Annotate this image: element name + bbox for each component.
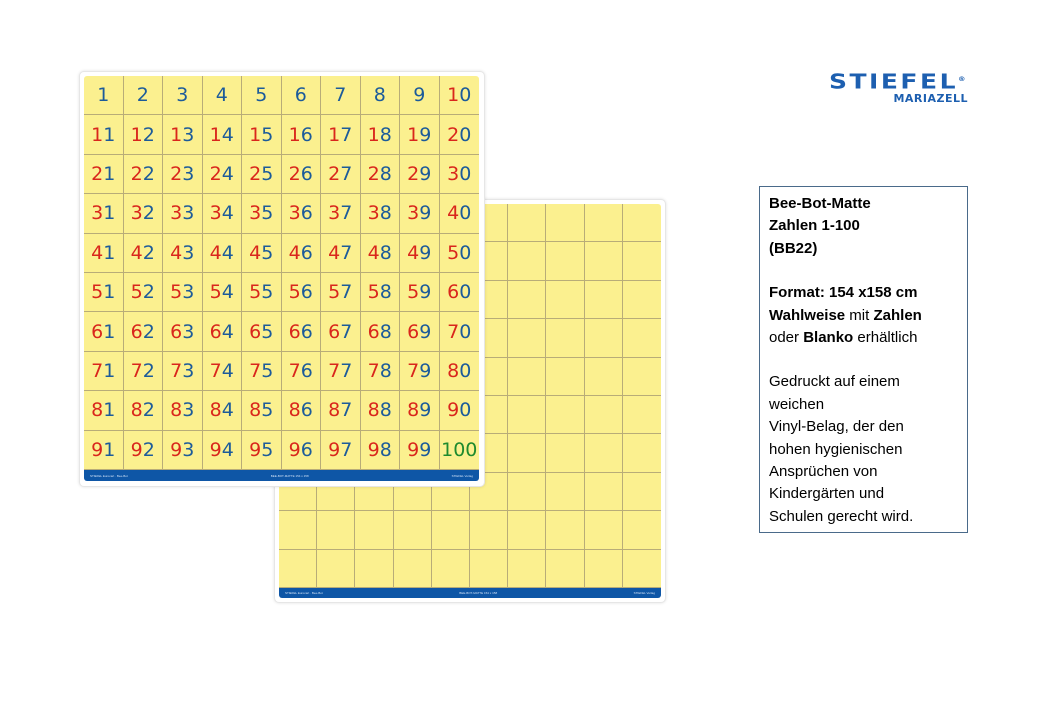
blank-cell — [508, 281, 546, 319]
number-cell: 8 3 — [163, 391, 203, 430]
blank-cell — [394, 550, 432, 588]
logo-sub: MARIAZELL — [893, 91, 968, 105]
blank-cell — [546, 204, 584, 242]
number-cell: 1 0 — [440, 76, 480, 115]
blank-cell — [508, 434, 546, 472]
number-cell: 4 0 — [440, 194, 480, 233]
stiefel-logo — [800, 70, 968, 105]
number-cell: 2 2 — [124, 155, 164, 194]
blank-cell — [546, 358, 584, 396]
number-cell: 9 — [400, 76, 440, 115]
number-cell: 5 1 — [84, 273, 124, 312]
number-cell: 9 2 — [124, 431, 164, 470]
number-cell: 8 2 — [124, 391, 164, 430]
blank-cell — [585, 396, 623, 434]
info-option-bold: Blanko — [803, 329, 854, 347]
info-code: (BB22) — [769, 239, 818, 257]
number-cell: 4 5 — [242, 234, 282, 273]
blank-cell — [546, 473, 584, 511]
number-cell: 9 0 — [440, 391, 480, 430]
number-cell: 7 2 — [124, 352, 164, 391]
number-cell: 1 4 — [203, 115, 243, 154]
number-cell: 1 8 — [361, 115, 401, 154]
number-cell: 3 6 — [282, 194, 322, 233]
number-cell: 6 2 — [124, 312, 164, 351]
info-description-line: Schulen gerecht wird. — [769, 507, 914, 525]
number-cell: 1 9 — [400, 115, 440, 154]
number-cell: 3 4 — [203, 194, 243, 233]
info-description-line: Vinyl-Belag, der den — [769, 418, 904, 436]
blank-cell — [623, 319, 661, 357]
info-description — [769, 371, 958, 528]
number-cell: 3 0 — [440, 155, 480, 194]
number-cell: 1 6 — [282, 115, 322, 154]
number-cell: 6 9 — [400, 312, 440, 351]
blank-cell — [394, 511, 432, 549]
blank-cell — [317, 511, 355, 549]
number-cell: 5 4 — [203, 273, 243, 312]
blank-cell — [623, 358, 661, 396]
number-cell: 2 4 — [203, 155, 243, 194]
number-cell: 4 9 — [400, 234, 440, 273]
number-cell: 1 3 — [163, 115, 203, 154]
number-cell: 8 4 — [203, 391, 243, 430]
number-cell: 1 7 — [321, 115, 361, 154]
number-cell: 4 4 — [203, 234, 243, 273]
number-cell: 2 3 — [163, 155, 203, 194]
blank-cell — [508, 550, 546, 588]
info-description-line: Kindergärten und — [769, 485, 885, 503]
number-cell: 6 8 — [361, 312, 401, 351]
product-info-box — [759, 186, 968, 533]
number-cell: 6 3 — [163, 312, 203, 351]
blank-cell — [508, 358, 546, 396]
number-cell: 7 6 — [282, 352, 322, 391]
number-cell: 1 1 — [84, 115, 124, 154]
footer-right: STIEFEL Verlag — [633, 591, 655, 595]
blank-cell — [585, 204, 623, 242]
number-cell: 5 8 — [361, 273, 401, 312]
mat-footer — [279, 588, 661, 598]
number-cell: 2 1 — [84, 155, 124, 194]
blank-cell — [623, 550, 661, 588]
info-title: Bee-Bot-Matte — [769, 195, 871, 212]
info-option-bold: Zahlen — [873, 306, 922, 324]
number-cell: 2 0 — [440, 115, 480, 154]
number-cell: 8 — [361, 76, 401, 115]
blank-cell — [585, 550, 623, 588]
number-grid — [84, 76, 479, 470]
info-subtitle: Zahlen 1-100 — [769, 217, 860, 235]
number-cell: 7 7 — [321, 352, 361, 391]
blank-cell — [546, 319, 584, 357]
number-cell: 8 6 — [282, 391, 322, 430]
number-cell: 3 7 — [321, 194, 361, 233]
number-cell: 2 7 — [321, 155, 361, 194]
logo-brand: STIEFEL — [828, 69, 958, 94]
number-cell: 6 1 — [84, 312, 124, 351]
info-option-text: erhältlich — [853, 329, 918, 347]
number-cell: 4 2 — [124, 234, 164, 273]
info-description-line: weichen — [769, 395, 825, 413]
number-cell: 3 — [163, 76, 203, 115]
footer-center: BEE-BOT-MATTE 154 x 158 — [459, 591, 498, 595]
number-cell: 5 0 — [440, 234, 480, 273]
number-cell: 2 8 — [361, 155, 401, 194]
footer-center: BEE-BOT-MATTE 154 x 158 — [270, 473, 309, 478]
number-cell: 7 1 — [84, 352, 124, 391]
blank-cell — [546, 511, 584, 549]
number-cell: 7 3 — [163, 352, 203, 391]
blank-cell — [508, 319, 546, 357]
number-cell: 8 0 — [440, 352, 480, 391]
number-cell: 3 9 — [400, 194, 440, 233]
info-option-text: oder — [769, 329, 804, 347]
number-cell: 8 1 — [84, 391, 124, 430]
blank-cell — [508, 204, 546, 242]
blank-cell — [585, 434, 623, 472]
blank-cell — [623, 511, 661, 549]
blank-cell — [585, 511, 623, 549]
number-cell: 9 4 — [203, 431, 243, 470]
number-cell: 7 8 — [361, 352, 401, 391]
blank-cell — [585, 473, 623, 511]
number-cell: 7 9 — [400, 352, 440, 391]
blank-cell — [623, 473, 661, 511]
blank-cell — [279, 511, 317, 549]
blank-cell — [546, 242, 584, 280]
number-cell: 1 — [84, 76, 124, 115]
blank-cell — [585, 281, 623, 319]
number-cell: 4 8 — [361, 234, 401, 273]
numbered-mat-image — [79, 71, 485, 487]
number-cell: 5 3 — [163, 273, 203, 312]
number-cell: 5 5 — [242, 273, 282, 312]
info-format: Format: 154 x158 cm — [769, 284, 918, 302]
mat-footer — [84, 470, 479, 481]
number-cell: 2 5 — [242, 155, 282, 194]
number-cell: 8 8 — [361, 391, 401, 430]
blank-cell — [546, 550, 584, 588]
number-cell: 5 9 — [400, 273, 440, 312]
blank-cell — [585, 358, 623, 396]
blank-cell — [585, 319, 623, 357]
blank-cell — [623, 204, 661, 242]
number-cell: 3 5 — [242, 194, 282, 233]
number-cell: 5 2 — [124, 273, 164, 312]
blank-cell — [279, 550, 317, 588]
blank-cell — [546, 396, 584, 434]
number-cell: 9 7 — [321, 431, 361, 470]
blank-cell — [508, 511, 546, 549]
number-cell: 4 6 — [282, 234, 322, 273]
number-cell: 3 2 — [124, 194, 164, 233]
blank-cell — [355, 550, 393, 588]
number-cell: 6 5 — [242, 312, 282, 351]
blank-cell — [355, 511, 393, 549]
blank-cell — [623, 396, 661, 434]
blank-cell — [317, 550, 355, 588]
info-description-line: hohen hygienischen — [769, 440, 903, 458]
info-description-line: Gedruckt auf einem — [769, 373, 900, 391]
blank-cell — [508, 396, 546, 434]
logo-registered: ® — [958, 76, 968, 83]
blank-cell — [585, 242, 623, 280]
number-cell: 8 7 — [321, 391, 361, 430]
blank-cell — [623, 242, 661, 280]
blank-cell — [470, 511, 508, 549]
number-cell: 100 — [440, 431, 480, 470]
blank-cell — [470, 550, 508, 588]
number-cell: 8 9 — [400, 391, 440, 430]
blank-cell — [508, 473, 546, 511]
number-cell: 5 7 — [321, 273, 361, 312]
blank-cell — [432, 550, 470, 588]
info-description-line: Ansprüchen von — [769, 463, 878, 481]
number-cell: 7 5 — [242, 352, 282, 391]
number-cell: 2 — [124, 76, 164, 115]
number-cell: 5 — [242, 76, 282, 115]
number-cell: 9 8 — [361, 431, 401, 470]
number-cell: 6 7 — [321, 312, 361, 351]
number-cell: 9 1 — [84, 431, 124, 470]
number-cell: 6 — [282, 76, 322, 115]
number-cell: 4 — [203, 76, 243, 115]
number-cell: 8 5 — [242, 391, 282, 430]
number-cell: 3 8 — [361, 194, 401, 233]
number-cell: 9 6 — [282, 431, 322, 470]
number-cell: 9 9 — [400, 431, 440, 470]
number-cell: 6 4 — [203, 312, 243, 351]
number-cell: 6 6 — [282, 312, 322, 351]
number-cell: 3 3 — [163, 194, 203, 233]
number-cell: 4 7 — [321, 234, 361, 273]
number-cell: 7 0 — [440, 312, 480, 351]
footer-left: STIEFEL Eurocart · Bee-Bot — [90, 473, 128, 478]
blank-cell — [623, 434, 661, 472]
number-cell: 5 6 — [282, 273, 322, 312]
number-cell: 9 3 — [163, 431, 203, 470]
blank-cell — [432, 511, 470, 549]
number-cell: 4 3 — [163, 234, 203, 273]
blank-cell — [546, 434, 584, 472]
number-cell: 4 1 — [84, 234, 124, 273]
number-cell: 7 4 — [203, 352, 243, 391]
number-cell: 6 0 — [440, 273, 480, 312]
blank-cell — [546, 281, 584, 319]
number-cell: 1 5 — [242, 115, 282, 154]
info-option-bold: Wahlweise — [769, 306, 846, 324]
info-option-text: mit — [845, 306, 874, 324]
footer-left: STIEFEL Eurocart · Bee-Bot — [285, 591, 323, 595]
footer-right: STIEFEL Verlag — [451, 473, 473, 478]
blank-cell — [623, 281, 661, 319]
number-cell: 2 9 — [400, 155, 440, 194]
blank-cell — [508, 242, 546, 280]
number-cell: 3 1 — [84, 194, 124, 233]
number-cell: 1 2 — [124, 115, 164, 154]
number-cell: 9 5 — [242, 431, 282, 470]
number-cell: 2 6 — [282, 155, 322, 194]
number-cell: 7 — [321, 76, 361, 115]
